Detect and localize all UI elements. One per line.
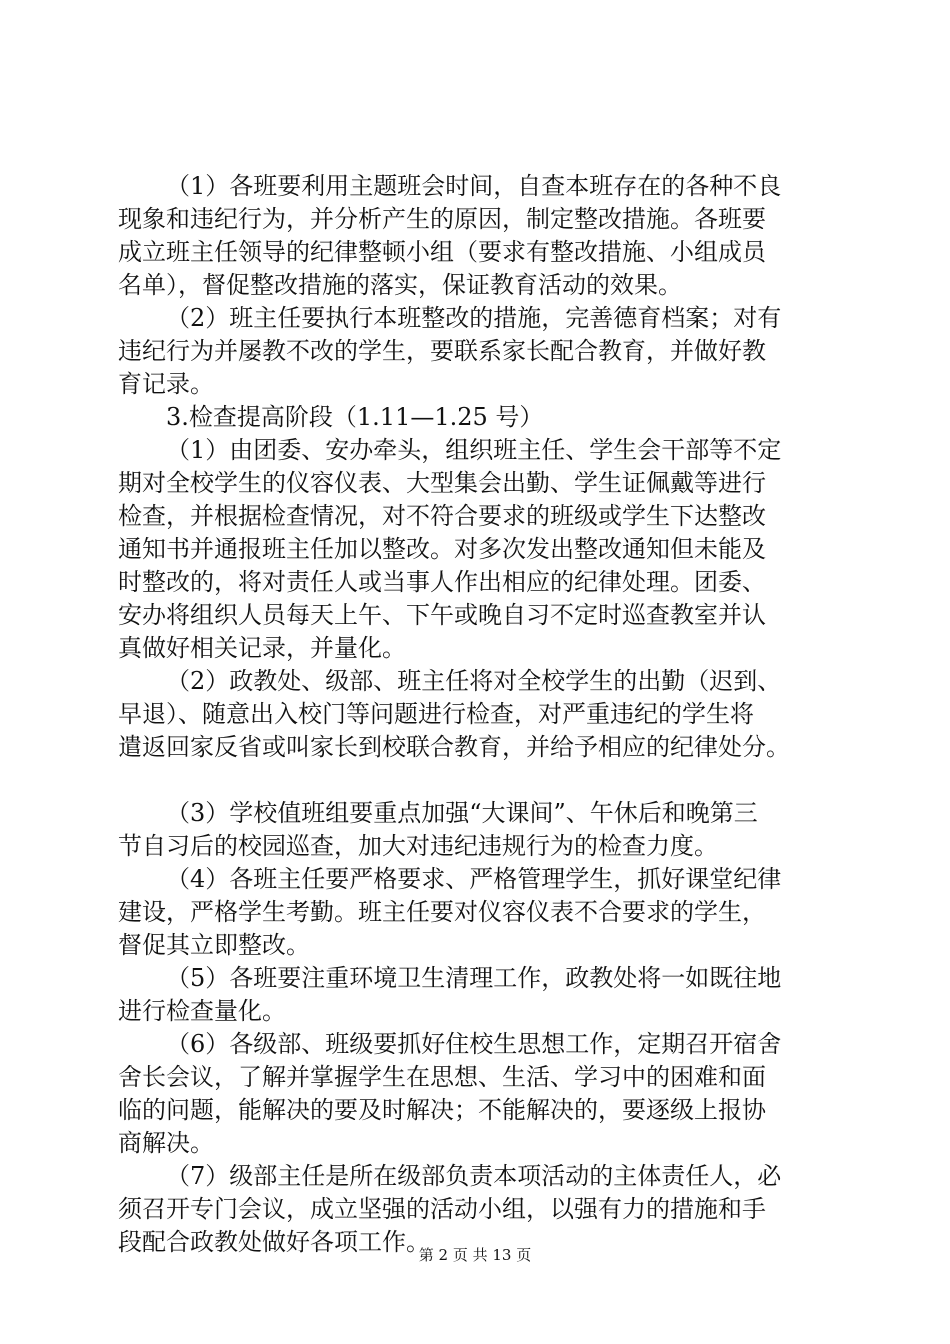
paragraph-line: 商解决。 xyxy=(118,1129,214,1157)
paragraph-line: 建设，严格学生考勤。班主任要对仪容仪表不合要求的学生， xyxy=(118,898,766,926)
paragraph-line: （1）各班要利用主题班会时间，自查本班存在的各种不良 xyxy=(166,172,782,200)
paragraph-line: 节自习后的校园巡查，加大对违纪违规行为的检查力度。 xyxy=(118,832,718,860)
paragraph-line: 成立班主任领导的纪律整顿小组（要求有整改措施、小组成员 xyxy=(118,238,766,266)
page-number-footer: 第 2 页 共 13 页 xyxy=(418,1246,532,1264)
paragraph-line: 进行检查量化。 xyxy=(118,997,286,1025)
paragraph-line: 遣返回家反省或叫家长到校联合教育，并给予相应的纪律处分。 xyxy=(118,733,790,761)
paragraph-line: 现象和违纪行为，并分析产生的原因，制定整改措施。各班要 xyxy=(118,205,766,233)
paragraph-line: （5）各班要注重环境卫生清理工作，政教处将一如既往地 xyxy=(166,964,782,992)
paragraph-line: （2）班主任要执行本班整改的措施，完善德育档案；对有 xyxy=(166,304,782,332)
paragraph-line: 违纪行为并屡教不改的学生，要联系家长配合教育，并做好教 xyxy=(118,337,766,365)
paragraph-line: 名单），督促整改措施的落实，保证教育活动的效果。 xyxy=(118,271,682,299)
paragraph-line: 督促其立即整改。 xyxy=(118,931,310,959)
paragraph-line: （7）级部主任是所在级部负责本项活动的主体责任人，必 xyxy=(166,1162,782,1190)
paragraph-line: 早退）、随意出入校门等问题进行检查，对严重违纪的学生将 xyxy=(118,700,754,728)
paragraph-line: （4）各班主任要严格要求、严格管理学生，抓好课堂纪律 xyxy=(166,865,782,893)
paragraph-line: 安办将组织人员每天上午、下午或晚自习不定时巡查教室并认 xyxy=(118,601,766,629)
paragraph-line: 检查，并根据检查情况，对不符合要求的班级或学生下达整改 xyxy=(118,502,766,530)
section-heading: 3.检查提高阶段（1.11—1.25 号） xyxy=(166,403,544,431)
paragraph-line: 期对全校学生的仪容仪表、大型集会出勤、学生证佩戴等进行 xyxy=(118,469,766,497)
paragraph-line: （1）由团委、安办牵头，组织班主任、学生会干部等不定 xyxy=(166,436,782,464)
paragraph-line: 临的问题，能解决的要及时解决；不能解决的，要逐级上报协 xyxy=(118,1096,766,1124)
paragraph-line: （6）各级部、班级要抓好住校生思想工作，定期召开宿舍 xyxy=(166,1030,782,1058)
paragraph-line: 时整改的，将对责任人或当事人作出相应的纪律处理。团委、 xyxy=(118,568,766,596)
paragraph-line: 段配合政教处做好各项工作。 xyxy=(118,1228,430,1256)
paragraph-line: 育记录。 xyxy=(118,370,214,398)
paragraph-line: 真做好相关记录，并量化。 xyxy=(118,634,406,662)
paragraph-line: 须召开专门会议，成立坚强的活动小组，以强有力的措施和手 xyxy=(118,1195,766,1223)
paragraph-line: 舍长会议，了解并掌握学生在思想、生活、学习中的困难和面 xyxy=(118,1063,766,1091)
paragraph-line: （2）政教处、级部、班主任将对全校学生的出勤（迟到、 xyxy=(166,667,782,695)
paragraph-line: 通知书并通报班主任加以整改。对多次发出整改通知但未能及 xyxy=(118,535,766,563)
paragraph-line: （3）学校值班组要重点加强“大课间”、午休后和晚第三 xyxy=(166,799,758,827)
